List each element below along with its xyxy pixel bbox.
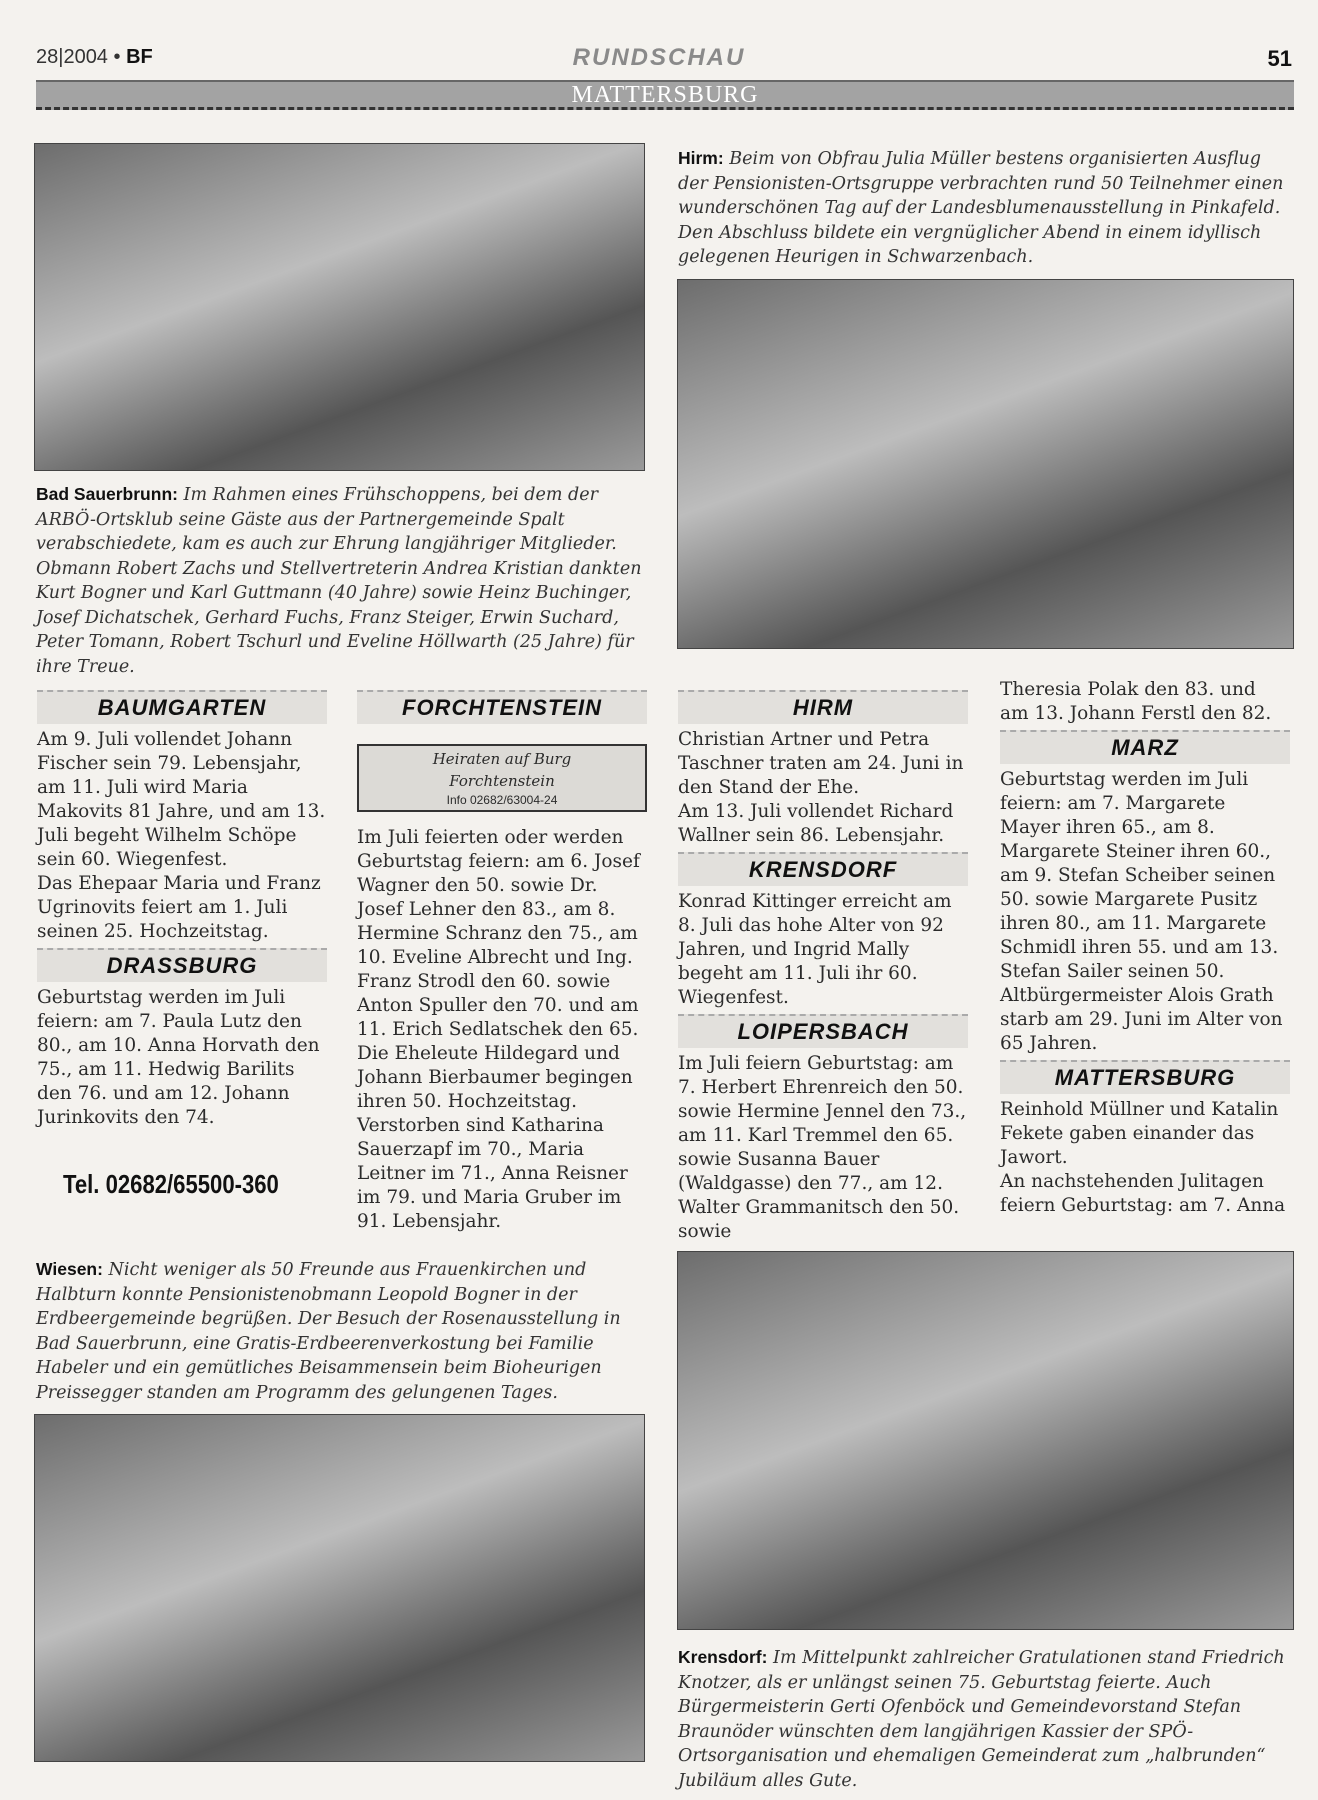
- caption-wiesen: [36, 1257, 646, 1405]
- advertisement-box: [357, 744, 647, 812]
- caption-bad-sauerbrunn: [36, 482, 646, 679]
- paragraph: Im Juli feiern Geburtstag: am 7. Herbert Ehrenreich den 50. sowie Hermine Jennel den 73., am 11. Karl Tremmel den 65. sowie Susanna Bauer (Waldgasse) den 77., am 12. Walter Grammanitsch den 50. sowie: [678, 1053, 967, 1242]
- section-title: KRENSDORF: [678, 852, 968, 886]
- paragraph: Christian Artner und Petra Taschner traten am 24. Juni in den Stand der Ehe.: [678, 729, 964, 798]
- telephone-number: Tel. 02682/65500-360: [63, 1169, 279, 1199]
- masthead: RUNDSCHAU: [572, 44, 746, 71]
- paragraph: Das Ehepaar Maria und Franz Ugrinovits feiert am 1. Juli seinen 25. Hochzeitstag.: [37, 873, 321, 942]
- caption-place: Bad Sauerbrunn:: [36, 484, 178, 504]
- section-title: FORCHTENSTEIN: [357, 690, 647, 724]
- paragraph: Verstorben sind Katharina Sauerzapf im 70., Maria Leitner im 71., Anna Reisner im 79. und Maria Gruber im 91. Lebensjahr.: [357, 1115, 628, 1232]
- section-title: LOIPERSBACH: [678, 1014, 968, 1048]
- column-1: [37, 686, 327, 1199]
- photo-hirm-group: [677, 279, 1294, 649]
- photo-bad-sauerbrunn-group: [34, 143, 645, 471]
- section-title: DRASSBURG: [37, 948, 327, 982]
- paragraph: Reinhold Müllner und Katalin Fekete gaben einander das Jawort.: [1000, 1099, 1279, 1168]
- caption-text: Im Rahmen eines Frühschoppens, bei dem der ARBÖ-Ortsklub seine Gäste aus der Partnergemeinde Spalt verabschiedete, kam es auch zur Ehrung langjähriger Mitglieder. Obmann Robert Zachs und Stellvertreterin Andrea Kristian dankten Kurt Bogner und Karl Guttmann (40 Jahre) sowie Heinz Buchinger, Josef Dichatschek, Gerhard Fuchs, Franz Steiger, Erwin Suchard, Peter Tomann, Robert Tschurl und Eveline Höllwarth (25 Jahre) für ihre Treue.: [36, 485, 642, 677]
- paragraph: Die Eheleute Hildegard und Johann Bierbaumer begingen ihren 50. Hochzeitstag.: [357, 1043, 633, 1112]
- column-4: [1000, 678, 1290, 1218]
- caption-place: Wiesen:: [36, 1259, 103, 1279]
- section-title: MARZ: [1000, 730, 1290, 764]
- section-title: MATTERSBURG: [1000, 1060, 1290, 1094]
- paragraph: An nachstehenden Julitagen feiern Geburtstag: am 7. Anna: [1000, 1171, 1286, 1216]
- ad-info: Info 02682/63004-24: [446, 793, 558, 807]
- caption-hirm: [678, 146, 1293, 270]
- paragraph: Konrad Kittinger erreicht am 8. Juli das hohe Alter von 92 Jahren, und Ingrid Mally begeht am 11. Juli ihr 60. Wiegenfest.: [678, 891, 952, 1008]
- paragraph: Theresia Polak den 83. und am 13. Johann Ferstl den 82.: [1000, 679, 1272, 724]
- section-banner: MATTERSBURG: [36, 80, 1294, 110]
- paragraph: Im Juli feierten oder werden Geburtstag feiern: am 6. Josef Wagner den 50. sowie Dr. Josef Lehner den 83., am 8. Hermine Schranz den 75., am 10. Eveline Albrecht und Ing. Franz Strodl den 60. sowie Anton Spuller den 70. und am 11. Erich Sedlatschek den 65.: [357, 827, 640, 1040]
- photo-wiesen-visitors: [34, 1414, 645, 1762]
- ad-line: Heiraten auf Burg: [432, 750, 572, 768]
- caption-text: Im Mittelpunkt zahlreicher Gratulationen stand Friedrich Knotzer, als er unlängst seinen 75. Geburtstag feierte. Auch Bürgermeisterin Gerti Ofenböck und Gemeindevorstand Stefan Braunöder wünschten dem langjährigen Kassier der SPÖ-Ortsorganisation und ehemaligen Gemeinderat zum „halbrunden“ Jubiläum alles Gute.: [678, 1648, 1285, 1791]
- caption-place: Hirm:: [678, 148, 724, 168]
- issue-number: 28|2004 •: [36, 46, 121, 68]
- column-2: [357, 686, 647, 1234]
- column-3: [678, 686, 968, 1244]
- paragraph: Geburtstag werden im Juli feiern: am 7. Paula Lutz den 80., am 10. Anna Horvath den 75., am 11. Hedwig Barilits den 76. und am 12. Johann Jurinkovits den 74.: [37, 987, 320, 1128]
- caption-text: Nicht weniger als 50 Freunde aus Frauenkirchen und Halbturn konnte Pensionistenobmann Leopold Bogner in der Erdbeergemeinde begrüßen. Der Besuch der Rosenausstellung in Bad Sauerbrunn, eine Gratis-Erdbeerenverkostung bei Familie Habeler und ein gemütliches Beisammensein beim Bioheurigen Preissegger standen am Programm des gelungenen Tages.: [36, 1260, 621, 1403]
- paper-abbrev: BF: [126, 46, 153, 68]
- caption-place: Krensdorf:: [678, 1647, 768, 1667]
- photo-krensdorf-birthday: [677, 1251, 1294, 1630]
- ad-line: Forchtenstein: [449, 772, 555, 790]
- section-title: BAUMGARTEN: [37, 690, 327, 724]
- page-number: 51: [1267, 46, 1292, 71]
- paragraph: Altbürgermeister Alois Grath starb am 29. Juni im Alter von 65 Jahren.: [1000, 985, 1283, 1054]
- paragraph: Am 9. Juli vollendet Johann Fischer sein 79. Lebensjahr, am 11. Juli wird Maria Makovits 81 Jahre, und am 13. Juli begeht Wilhelm Schöpe sein 60. Wiegenfest.: [37, 729, 326, 870]
- paragraph: Geburtstag werden im Juli feiern: am 7. Margarete Mayer ihren 65., am 8. Margarete Steiner ihren 60., am 9. Stefan Scheiber seinen 50. sowie Margarete Pusitz ihren 80., am 11. Margarete Schmidl ihren 55. und am 13. Stefan Sailer seinen 50.: [1000, 769, 1279, 982]
- caption-text: Beim von Obfrau Julia Müller bestens organisierten Ausflug der Pensionisten-Ortsgruppe verbrachten rund 50 Teilnehmer einen wunderschönen Tag auf der Landesblumenausstellung in Pinkafeld. Den Abschluss bildete ein vergnüglicher Abend in einem idyllisch gelegenen Heurigen in Schwarzenbach.: [678, 149, 1284, 267]
- paragraph: Am 13. Juli vollendet Richard Wallner sein 86. Lebensjahr.: [678, 801, 954, 846]
- caption-krensdorf: [678, 1645, 1293, 1793]
- section-title: HIRM: [678, 690, 968, 724]
